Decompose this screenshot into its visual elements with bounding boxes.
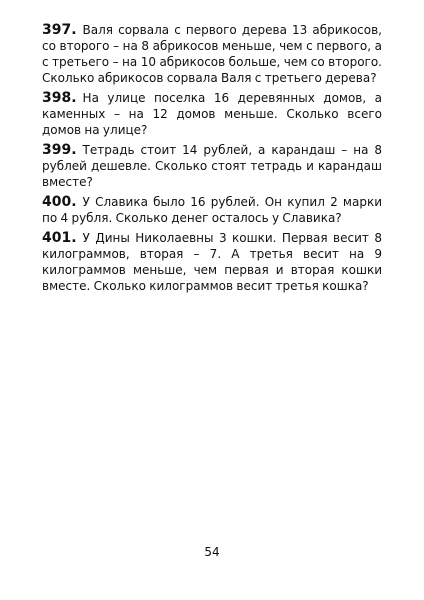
problem-number: 398.: [42, 90, 77, 106]
problem-text: На улице поселка 16 деревянных домов, а каменных – на 12 домов меньше. Сколько всего домов на улице?: [42, 91, 382, 137]
problem-text: Валя сорвала с первого дерева 13 абрикосов, со второго – на 8 абрикосов меньше, чем с первого, а с третьего – на 10 абрикосов больше, чем со второго. Сколько абрикосов сорвала Валя с третьего дерева?: [42, 23, 382, 85]
problem-398: [42, 90, 382, 138]
problem-399: [42, 142, 382, 190]
problem-number: 401.: [42, 230, 77, 246]
problem-number: 400.: [42, 194, 77, 210]
problem-400: [42, 194, 382, 226]
problem-text: У Славика было 16 рублей. Он купил 2 марки по 4 рубля. Сколько денег осталось у Славика?: [42, 195, 382, 225]
problem-401: [42, 230, 382, 294]
problem-number: 399.: [42, 142, 77, 158]
problem-397: [42, 22, 382, 86]
problem-number: 397.: [42, 22, 77, 38]
problem-text: Тетрадь стоит 14 рублей, а карандаш – на 8 рублей дешевле. Сколько стоят тетрадь и карандаш вместе?: [42, 143, 382, 189]
page-number: 54: [204, 545, 220, 559]
problem-list: [42, 22, 382, 298]
problem-text: У Дины Николаевны 3 кошки. Первая весит 8 килограммов, вторая – 7. А третья весит на 9 килограммов меньше, чем первая и вторая кошки вместе. Сколько килограммов весит третья кошка?: [42, 231, 382, 293]
